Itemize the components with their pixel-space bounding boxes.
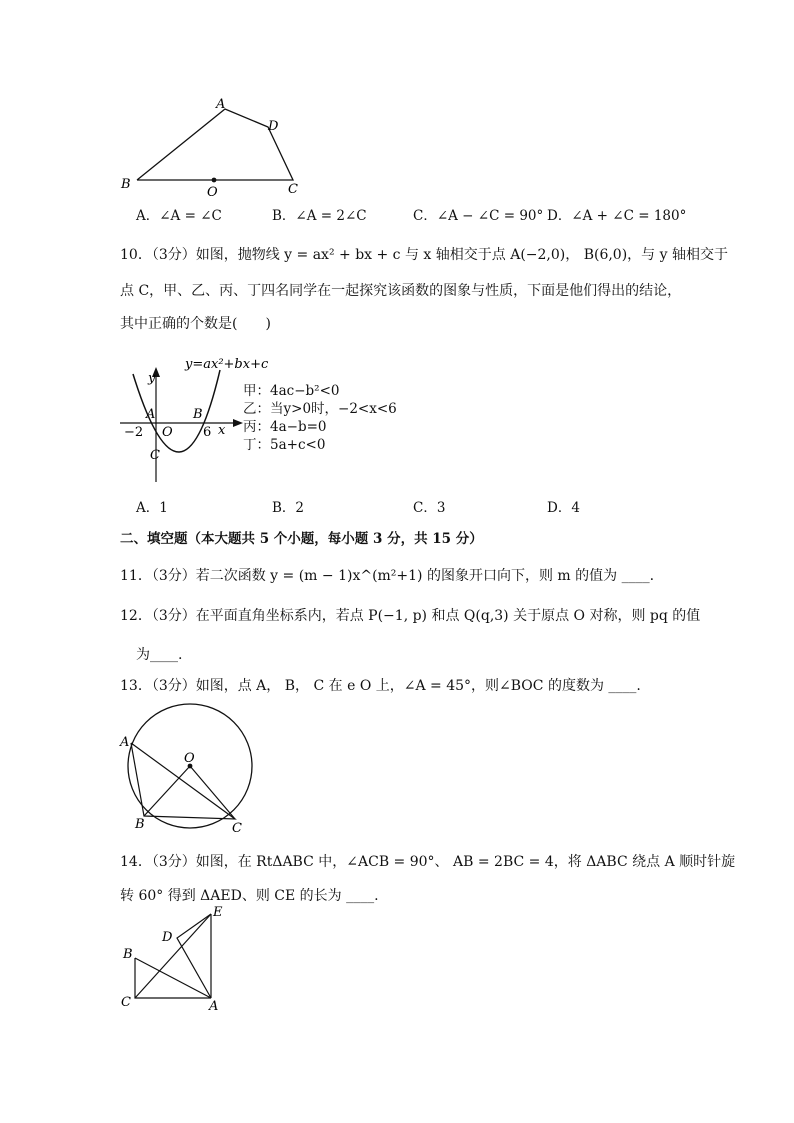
q10-point-c-label: C [150,448,160,463]
q9-label-d: D [268,119,279,134]
q10-line-3: 其中正确的个数是( ) [120,316,271,332]
q14-line-2: 转 60° 得到 ΔAED、则 CE 的长为 ____. [120,888,379,904]
q10-six-label: 6 [203,425,212,440]
q10-x-axis-label: x [218,423,226,438]
q10-origin-label: O [162,425,173,440]
q10-line-2: 点 C，甲、乙、丙、丁四名同学在一起探究该函数的图象与性质，下面是他们得出的结论， [120,283,682,299]
q9-option-d: D．∠A + ∠C = 180° [547,208,687,224]
q10-statement-bing: 丙：4a−b=0 [243,419,327,435]
q10-point-b-label: B [193,407,203,422]
q10-neg-two-label: −2 [124,425,144,440]
q10-option-d: D．4 [547,500,580,516]
q10-y-axis-label: y [148,371,156,386]
q10-statement-jia: 甲：4ac−b²<0 [243,383,340,399]
q14-label-e: E [213,905,223,920]
q10-statement-yi: 乙：当y>0时，−2<x<6 [243,401,397,417]
q9-label-b: B [121,177,131,192]
q14-label-b: B [123,947,133,962]
q9-label-c: C [288,182,298,197]
q14-rotation-figure [115,902,235,1017]
q10-option-a: A．1 [136,500,168,516]
q14-label-c: C [121,995,131,1010]
q13-label-c: C [232,821,242,836]
q11-text: 11．（3分）若二次函数 y = (m − 1)x^(m²+1) 的图象开口向下，则 m 的值为 ____. [120,568,655,584]
q9-option-a: A．∠A = ∠C [136,208,222,224]
q10-option-b: B．2 [272,500,305,516]
q10-statement-ding: 丁：5a+c<0 [243,437,326,453]
q9-label-o: O [207,185,218,200]
q10-point-a-label: A [146,407,156,422]
q13-text: 13．（3分）如图，点 A， B， C 在 e O 上，∠A = 45°，则∠BOC 的度数为 ____. [120,678,641,694]
q10-option-c: C．3 [413,500,446,516]
q13-label-a: A [120,735,130,750]
q9-label-a: A [216,97,226,112]
q10-equation-label: y=ax²+bx+c [185,357,269,372]
q13-circle-figure [115,702,265,837]
q9-option-c: C．∠A − ∠C = 90° [413,208,544,224]
q12-line-2: 为____. [136,647,183,663]
q14-line-1: 14．（3分）如图，在 RtΔABC 中，∠ACB = 90°、 AB = 2BC = 4，将 ΔABC 绕点 A 顺时针旋 [120,854,736,870]
q14-label-d: D [162,930,173,945]
q9-option-b: B．∠A = 2∠C [272,208,367,224]
q12-line-1: 12．（3分）在平面直角坐标系内，若点 P(−1, p) 和点 Q(q,3) 关于原点 O 对称，则 pq 的值 [120,608,701,624]
q14-label-a: A [209,999,219,1014]
q10-line-1: 10．（3分）如图，抛物线 y = ax² + bx + c 与 x 轴相交于点 A(−2,0)， B(6,0)，与 y 轴相交于 [120,247,728,263]
section-2-title: 二、填空题（本大题共 5 个小题，每小题 3 分，共 15 分） [120,531,483,547]
q13-label-b: B [135,817,145,832]
q13-label-o: O [184,751,195,766]
q9-quadrilateral-figure [110,92,320,202]
